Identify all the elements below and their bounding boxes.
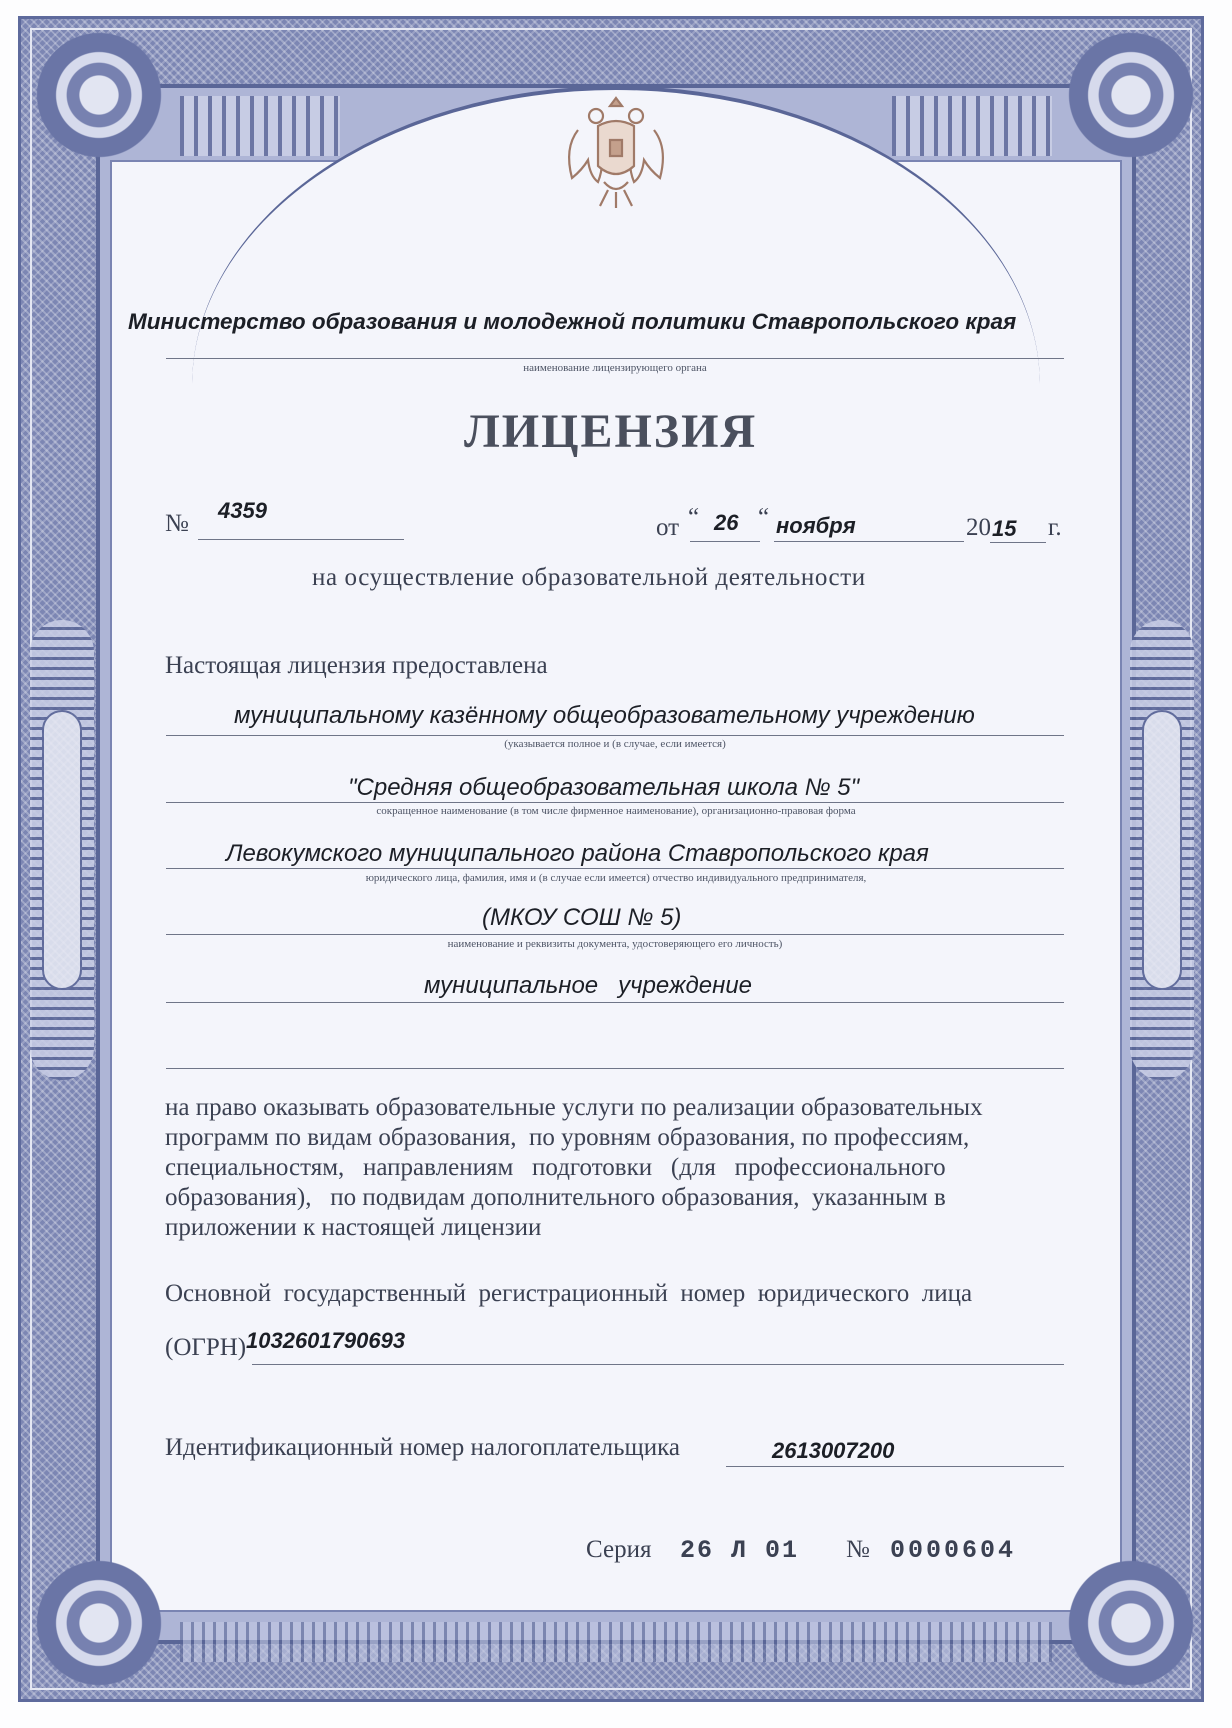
number-label: № [165, 510, 189, 537]
inn-label: Идентификационный номер налогоплательщика [165, 1434, 681, 1461]
licensee-line-4: (МКОУ СОШ № 5) [482, 904, 682, 931]
licensee-intro: Настоящая лицензия предоставлена [165, 652, 548, 679]
licensee-line-2-rule [166, 802, 1064, 803]
ogrn-label: (ОГРН) [165, 1334, 247, 1361]
ogrn-label-line: Основной государственный регистрационный номер юридического лица [165, 1280, 973, 1307]
ogrn-value: 1032601790693 [246, 1328, 406, 1353]
series-label: Серия [586, 1536, 652, 1563]
licensee-line-4-rule [166, 934, 1064, 935]
month-underline [774, 541, 964, 542]
date-month: ноября [776, 513, 856, 538]
license-number: 4359 [218, 498, 267, 523]
corner-ornament-bottom-left [24, 1548, 174, 1698]
licensee-line-6-rule [166, 1068, 1064, 1069]
date-quote-close: “ [758, 504, 770, 531]
date-day: 26 [714, 510, 739, 535]
rights-line-1: на право оказывать образовательные услуги по реализации образовательных [165, 1094, 983, 1121]
licensee-line-2: "Средняя общеобразовательная школа № 5" [348, 774, 860, 801]
series-value: 26 Л 01 [680, 1536, 800, 1565]
bottom-ornament-strip [180, 1622, 1052, 1662]
number-underline [198, 539, 404, 540]
inn-value: 2613007200 [772, 1438, 895, 1463]
year-underline [990, 542, 1046, 543]
top-lattice-left [180, 96, 340, 156]
corner-ornament-top-right [1056, 20, 1206, 170]
authority-underline [166, 358, 1064, 359]
inn-underline [726, 1466, 1064, 1467]
rights-line-2: программ по видам образования, по уровням образования, по профессиям, [165, 1124, 970, 1151]
date-quote-open: “ [688, 504, 700, 531]
licensee-line-1-rule [166, 735, 1064, 736]
corner-ornament-bottom-right [1056, 1548, 1206, 1698]
licensee-line-5-rule [166, 1002, 1064, 1003]
licensee-caption-1: (указывается полное и (в случае, если имеется) [504, 738, 726, 750]
authority-caption: наименование лицензирующего органа [523, 362, 707, 374]
licensee-line-3: Левокумского муниципального района Ставропольского края [226, 840, 929, 867]
licensee-line-1: муниципальному казённому общеобразовательному учреждению [234, 702, 975, 729]
ogrn-underline [252, 1364, 1064, 1365]
license-purpose: на осуществление образовательной деятельности [312, 564, 866, 591]
licensee-line-5: муниципальное учреждение [424, 972, 753, 999]
licensee-line-3-rule [166, 868, 1064, 869]
rights-line-5: приложении к настоящей лицензии [165, 1214, 542, 1241]
licensing-authority-name: Министерство образования и молодежной политики Ставропольского края [128, 309, 1017, 334]
top-lattice-right [892, 96, 1052, 156]
date-prefix: от [656, 514, 680, 541]
licensee-caption-3: юридического лица, фамилия, имя и (в случае если имеется) отчество индивидуального предпринимателя, [365, 872, 867, 884]
licensee-caption-4: наименование и реквизиты документа, удостоверяющего его личность) [447, 938, 783, 950]
rights-line-3: специальностям, направлениям подготовки (для профессионального [165, 1154, 946, 1181]
document-title: ЛИЦЕНЗИЯ [464, 405, 758, 458]
year-unit: г. [1048, 514, 1062, 541]
year-prefix: 20 [966, 514, 991, 541]
side-ornament-left [30, 620, 94, 1080]
coat-of-arms-icon [558, 90, 674, 212]
side-ornament-right [1130, 620, 1194, 1080]
year-suffix: 15 [992, 516, 1017, 541]
licensee-caption-2: сокращенное наименование (в том числе фирменное наименование), организационно-правовая форма [376, 805, 856, 817]
rights-line-4: образования), по подвидам дополнительного образования, указанным в [165, 1184, 946, 1211]
corner-ornament-top-left [24, 20, 174, 170]
series-number: 0000604 [890, 1536, 1017, 1565]
series-number-label: № [846, 1536, 870, 1563]
day-underline [690, 541, 760, 542]
